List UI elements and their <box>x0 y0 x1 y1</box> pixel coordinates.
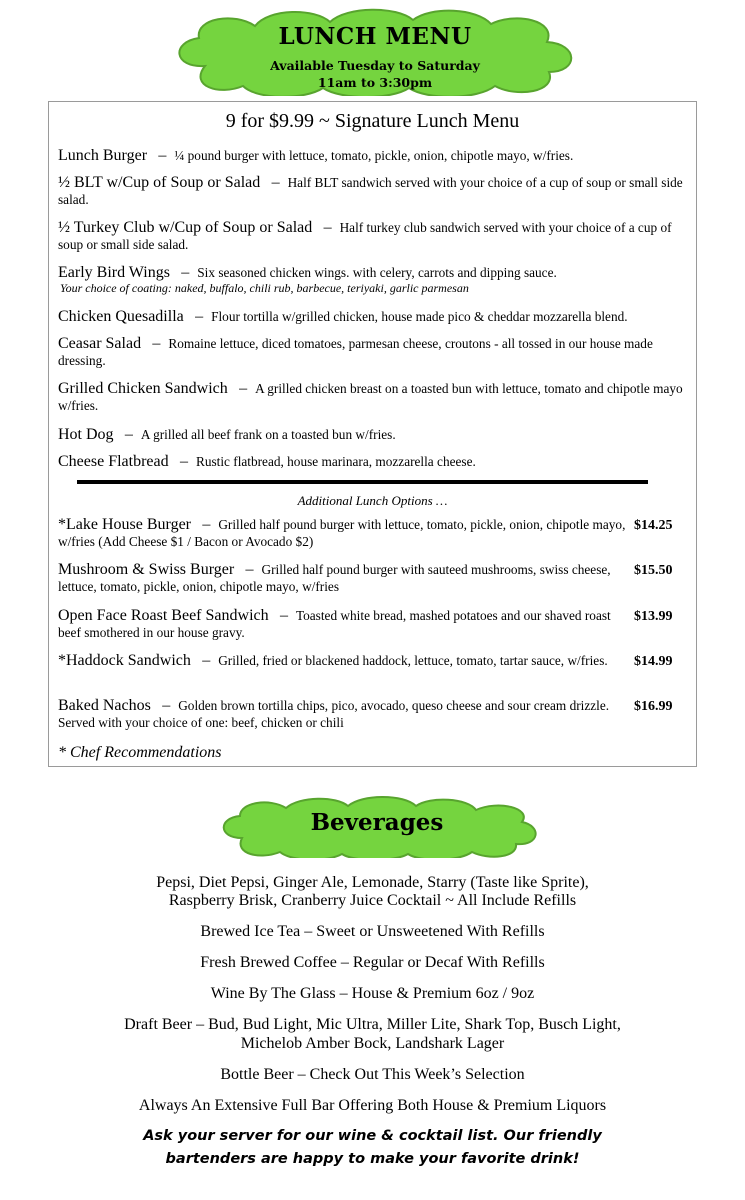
item-name: Cheese Flatbread <box>58 453 169 470</box>
menu-item: Hot Dog – A grilled all beef frank on a toasted bun w/fries. <box>58 426 396 443</box>
beverage-line: Bottle Beer – Check Out This Week’s Selection <box>220 1066 525 1083</box>
item-name: *Haddock Sandwich <box>58 652 191 669</box>
item-desc: Six seasoned chicken wings. with celery, carrots and dipping sauce. <box>197 265 557 280</box>
item-desc: Golden brown tortilla chips, pico, avocado, queso cheese and sour cream drizzle. Served with your choice of one: beef, chicken or chili <box>58 698 610 730</box>
menu-item: *Haddock Sandwich – Grilled, fried or blackened haddock, lettuce, tomato, tartar sauce, w/fries. <box>58 652 608 669</box>
menu-item: Chicken Quesadilla – Flour tortilla w/grilled chicken, house made pico & cheddar mozzarella blend. <box>58 308 628 325</box>
item-name: Hot Dog <box>58 426 114 443</box>
menu-item: Ceasar Salad – Romaine lettuce, diced tomatoes, parmesan cheese, croutons - all tossed in our house made dressing. <box>58 335 653 368</box>
item-desc: Flour tortilla w/grilled chicken, house made pico & cheddar mozzarella blend. <box>211 309 628 324</box>
hours-text: 11am to 3:30pm <box>317 75 433 90</box>
beverage-line: Brewed Ice Tea – Sweet or Unsweetened With Refills <box>200 923 545 940</box>
beverage-line: Always An Extensive Full Bar Offering Both House & Premium Liquors <box>138 1097 607 1114</box>
section-divider <box>77 480 648 484</box>
menu-item: *Lake House Burger – Grilled half pound burger with lettuce, tomato, pickle, onion, chipotle mayo, w/fries (Add Cheese $1 / Bacon or Avocado $2) <box>58 516 626 549</box>
lunch-menu-box <box>48 101 697 767</box>
item-desc: A grilled all beef frank on a toasted bun w/fries. <box>140 427 396 442</box>
menu-item: Early Bird Wings – Six seasoned chicken wings. with celery, carrots and dipping sauce. Your choice of coating: naked, buffalo, chili rub, barbecue, teriyaki, garlic parmesan <box>58 264 683 295</box>
lunch-menu-title: LUNCH MENU <box>278 23 472 50</box>
item-name: ½ BLT w/Cup of Soup or Salad <box>58 174 261 191</box>
item-price: $16.99 <box>634 699 673 714</box>
server-note-line: bartenders are happy to make your favorite drink! <box>165 1151 580 1167</box>
menu-item: Grilled Chicken Sandwich – A grilled chicken breast on a toasted bun with lettuce, tomato and chipotle mayo w/fries. <box>58 380 683 413</box>
item-name: Chicken Quesadilla <box>58 308 184 325</box>
item-desc: ¼ pound burger with lettuce, tomato, pickle, onion, chipotle mayo, w/fries. <box>174 148 574 163</box>
item-price: $15.50 <box>634 563 673 578</box>
item-desc: Half turkey club sandwich served with your choice of a cup of soup or small side salad. <box>58 220 672 252</box>
server-note-line: Ask your server for our wine & cocktail list. Our friendly <box>143 1128 602 1144</box>
item-desc: Grilled half pound burger with lettuce, tomato, pickle, onion, chipotle mayo, w/fries (Add Cheese $1 / Bacon or Avocado $2) <box>58 517 626 549</box>
item-name: Ceasar Salad <box>58 335 142 352</box>
menu-item: ½ Turkey Club w/Cup of Soup or Salad – Half turkey club sandwich served with your choice of a cup of soup or small side salad. <box>58 219 672 252</box>
item-desc: Toasted white bread, mashed potatoes and our shaved roast beef smothered in our house gravy. <box>58 608 611 640</box>
item-name: Mushroom & Swiss Burger <box>58 561 235 578</box>
signature-menu-title: 9 for $9.99 ~ Signature Lunch Menu <box>225 110 520 132</box>
item-desc: Romaine lettuce, diced tomatoes, parmesan cheese, croutons - all tossed in our house made dressing. <box>58 336 653 368</box>
beverage-line: Wine By The Glass – House & Premium 6oz / 9oz <box>210 985 535 1002</box>
menu-item: Open Face Roast Beef Sandwich – Toasted white bread, mashed potatoes and our shaved roast beef smothered in our house gravy. <box>58 607 611 640</box>
item-desc: Half BLT sandwich served with your choice of a cup of soup or small side salad. <box>58 175 683 207</box>
item-desc: Grilled half pound burger with sauteed mushrooms, swiss cheese, lettuce, tomato, pickle, onion, chipotle mayo, w/fries <box>58 562 611 594</box>
item-name: ½ Turkey Club w/Cup of Soup or Salad <box>58 219 313 236</box>
beverages-title: Beverages <box>310 809 444 836</box>
menu-item: Lunch Burger – ¼ pound burger with lettuce, tomato, pickle, onion, chipotle mayo, w/fries. <box>58 147 574 164</box>
item-price: $14.99 <box>634 654 673 669</box>
item-name: Baked Nachos <box>58 697 151 714</box>
item-name: Grilled Chicken Sandwich <box>58 380 228 397</box>
menu-item: Cheese Flatbread – Rustic flatbread, house marinara, mozzarella cheese. <box>58 453 476 470</box>
chef-recommendations-note: * Chef Recommendations <box>58 744 222 761</box>
availability-text: Available Tuesday to Saturday <box>270 58 480 73</box>
menu-item: Baked Nachos – Golden brown tortilla chips, pico, avocado, queso cheese and sour cream drizzle. Served with your choice of one: beef, chicken or chili <box>58 697 610 730</box>
beverage-line: Pepsi, Diet Pepsi, Ginger Ale, Lemonade, Starry (Taste like Sprite), <box>156 874 589 891</box>
beverages-banner <box>212 796 542 858</box>
item-desc: A grilled chicken breast on a toasted bun with lettuce, tomato and chipotle mayo w/fries. <box>58 381 683 413</box>
item-name: Early Bird Wings <box>58 264 170 281</box>
item-name: *Lake House Burger <box>58 516 191 533</box>
menu-item: ½ BLT w/Cup of Soup or Salad – Half BLT sandwich served with your choice of a cup of soup or small side salad. <box>58 174 683 207</box>
item-price: $13.99 <box>634 609 673 624</box>
item-name: Open Face Roast Beef Sandwich <box>58 607 269 624</box>
beverage-line: Fresh Brewed Coffee – Regular or Decaf With Refills <box>200 954 545 971</box>
item-desc: Rustic flatbread, house marinara, mozzarella cheese. <box>195 454 476 469</box>
beverage-line: Raspberry Brisk, Cranberry Juice Cocktail ~ All Include Refills <box>168 892 577 909</box>
item-note: Your choice of coating: naked, buffalo, chili rub, barbecue, teriyaki, garlic parmesan <box>60 281 469 295</box>
menu-item: Mushroom & Swiss Burger – Grilled half pound burger with sauteed mushrooms, swiss cheese, lettuce, tomato, pickle, onion, chipotle mayo, w/fries <box>58 561 611 594</box>
item-desc: Grilled, fried or blackened haddock, lettuce, tomato, tartar sauce, w/fries. <box>218 653 608 668</box>
lunch-menu-banner <box>165 8 585 96</box>
item-name: Lunch Burger <box>58 147 148 164</box>
beverage-line: Draft Beer – Bud, Bud Light, Mic Ultra, Miller Lite, Shark Top, Busch Light, <box>124 1016 621 1033</box>
beverage-line: Michelob Amber Bock, Landshark Lager <box>240 1035 505 1052</box>
additional-options-title: Additional Lunch Options … <box>297 493 448 508</box>
item-price: $14.25 <box>634 518 673 533</box>
